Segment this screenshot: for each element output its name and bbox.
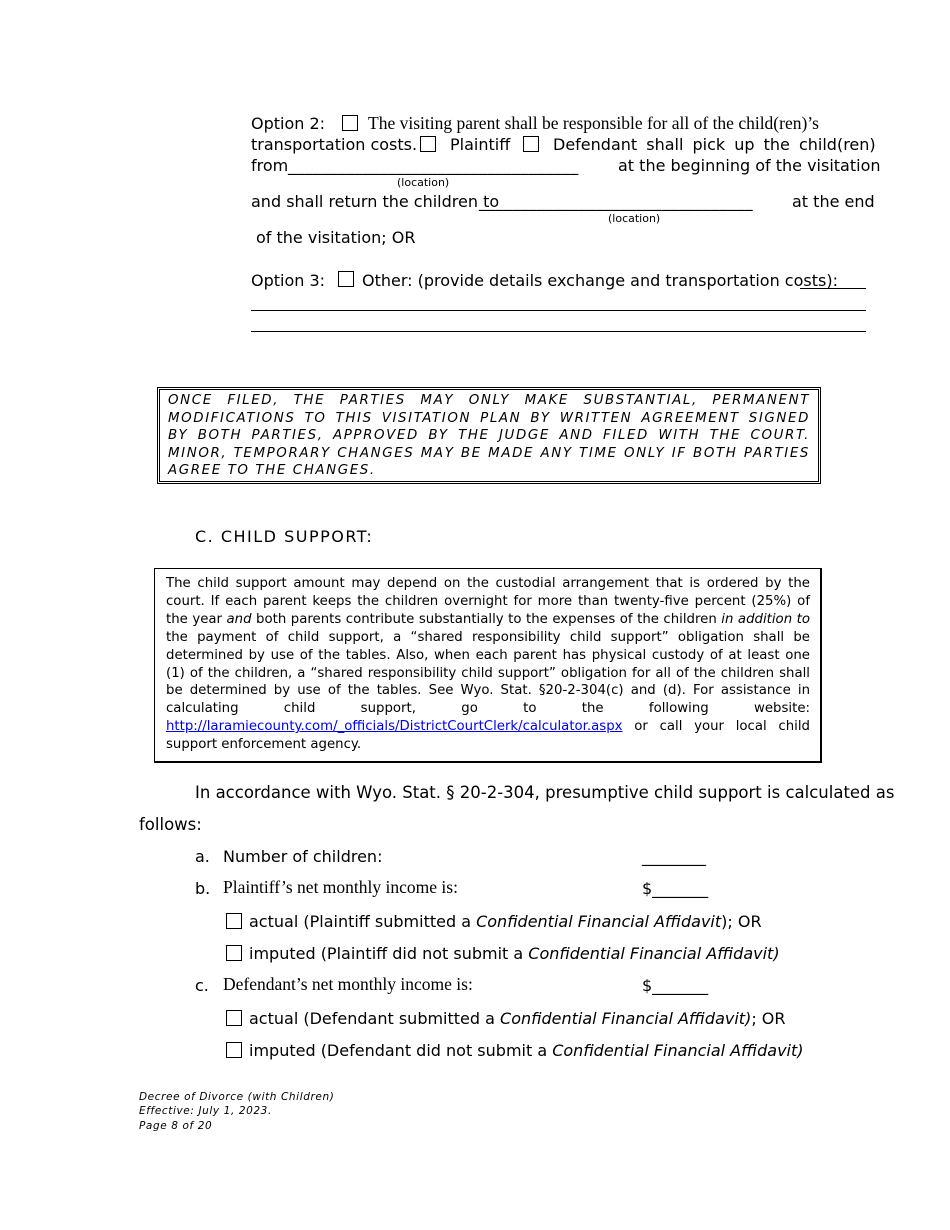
- option3-blank-inline[interactable]: [800, 288, 866, 289]
- intro-line-1: In accordance with Wyo. Stat. § 20-2-304, presumptive child support is calculated as: [195, 783, 895, 802]
- cs-text-and: and: [226, 611, 252, 627]
- defendant-actual-em: Confidential Financial Affidavit): [500, 1009, 752, 1028]
- cs-text-in-addition: in addition to: [721, 611, 810, 627]
- at-beginning-text: at the beginning of the visitation: [618, 156, 881, 175]
- plaintiff-actual-text: [249, 911, 762, 932]
- option3-blank-line-1[interactable]: [251, 310, 866, 311]
- defendant-pickup-label: Defendant shall pick up the child(ren): [553, 135, 876, 154]
- defendant-actual-pre: actual (Defendant submitted a: [249, 1009, 501, 1028]
- plaintiff-imputed-em: Confidential Financial Affidavit): [528, 944, 780, 963]
- plaintiff-pickup-label: Plaintiff: [450, 135, 511, 154]
- return-text: and shall return the children to: [251, 192, 500, 211]
- footer-effective-date: Effective: July 1, 2023.: [139, 1105, 272, 1118]
- option3-blank-line-2[interactable]: [251, 331, 866, 332]
- option2-label: Option 2:: [251, 114, 326, 133]
- item-c-label: Defendant’s net monthly income is:: [223, 974, 473, 994]
- option2-text2: transportation costs.: [251, 135, 418, 154]
- section-c-heading: C. CHILD SUPPORT:: [195, 527, 374, 546]
- page-footer: [139, 1090, 334, 1133]
- plaintiff-imputed-checkbox[interactable]: [226, 945, 242, 961]
- from-location-blank[interactable]: ___________________________________: [288, 156, 579, 175]
- plaintiff-pickup-checkbox[interactable]: [420, 136, 436, 152]
- plaintiff-imputed-text: [249, 943, 780, 964]
- intro-line-2: follows:: [139, 815, 202, 834]
- item-b-label: Plaintiff’s net monthly income is:: [223, 877, 458, 897]
- defendant-imputed-text: [249, 1040, 804, 1061]
- option3-text: Other: (provide details exchange and transportation costs):: [362, 271, 838, 290]
- item-a-label: Number of children:: [223, 847, 383, 866]
- footer-form-title: Decree of Divorce (with Children): [139, 1091, 335, 1103]
- plaintiff-actual-em: Confidential Financial Affidavit: [476, 912, 722, 931]
- defendant-imputed-checkbox[interactable]: [226, 1042, 242, 1058]
- modification-notice-text: ONCE FILED, THE PARTIES MAY ONLY MAKE SUBSTANTIAL, PERMANENT MODIFICATIONS TO THIS VISITATION PLAN BY WRITTEN AGREEMENT SIGNED BY BOTH PARTIES, APPROVED BY THE JUDGE AND FILED WITH THE COURT. MINOR, TEMPORARY CHANGES MAY BE MADE ANY TIME ONLY IF BOTH PARTIES AGREE TO THE CHANGES.: [168, 393, 810, 479]
- defendant-actual-checkbox[interactable]: [226, 1010, 242, 1026]
- footer-page-number: Page 8 of 20: [139, 1119, 213, 1132]
- at-end-text: at the end: [792, 192, 875, 211]
- cs-text-part4: or call your local child support enforcement agency.: [166, 719, 810, 753]
- return-location-blank[interactable]: _________________________________: [479, 192, 753, 211]
- defendant-imputed-em: Confidential Financial Affidavit): [552, 1041, 804, 1060]
- from-label: from: [251, 156, 289, 175]
- end-of-visitation-text: of the visitation; OR: [256, 228, 416, 247]
- cs-text-part1: The child support amount may depend on the custodial arrangement that is ordered by the court. If each parent keeps the children overnight for more than twenty-five percent (25%) of the year: [166, 576, 810, 627]
- defendant-pickup-checkbox[interactable]: [523, 136, 539, 152]
- defendant-actual-post: ; OR: [751, 1009, 786, 1028]
- item-c-letter: c.: [195, 976, 209, 995]
- option2-text1: The visiting parent shall be responsible for all of the child(ren)’s: [368, 113, 819, 133]
- cs-text-part2: both parents contribute substantially to the expenses of the children: [251, 611, 722, 627]
- option3-checkbox[interactable]: [338, 271, 354, 287]
- calculator-link[interactable]: http://laramiecounty.com/_officials/DistrictCourtClerk/calculator.aspx: [166, 719, 623, 735]
- defendant-income-blank[interactable]: $_______: [642, 976, 709, 995]
- item-b-letter: b.: [195, 879, 211, 898]
- defendant-actual-text: [249, 1008, 786, 1029]
- defendant-imputed-pre: imputed (Defendant did not submit a: [249, 1041, 553, 1060]
- item-a-letter: a.: [195, 847, 210, 866]
- plaintiff-imputed-pre: imputed (Plaintiff did not submit a: [249, 944, 529, 963]
- option2-checkbox[interactable]: [342, 115, 358, 131]
- location-caption-1: (location): [397, 176, 450, 189]
- child-support-info-text: [166, 575, 810, 754]
- plaintiff-income-blank[interactable]: $_______: [642, 879, 709, 898]
- cs-text-part3: the payment of child support, a “shared responsibility child support” obligation shall be determined by use of the tables. Also, when each parent has physical custody of at least one (1) of the children, a “shared responsibility child support” obligation for all of the children shall be determined by use of the tables. See Wyo. Stat. §20-2-304(c) and (d). For assistance in calculating child support, go to the following website:: [166, 629, 810, 717]
- option3-label: Option 3:: [251, 271, 326, 290]
- number-of-children-blank[interactable]: ________: [642, 847, 706, 866]
- location-caption-2: (location): [608, 212, 661, 225]
- plaintiff-actual-pre: actual (Plaintiff submitted a: [249, 912, 477, 931]
- plaintiff-actual-checkbox[interactable]: [226, 913, 242, 929]
- plaintiff-actual-post: ); OR: [721, 912, 762, 931]
